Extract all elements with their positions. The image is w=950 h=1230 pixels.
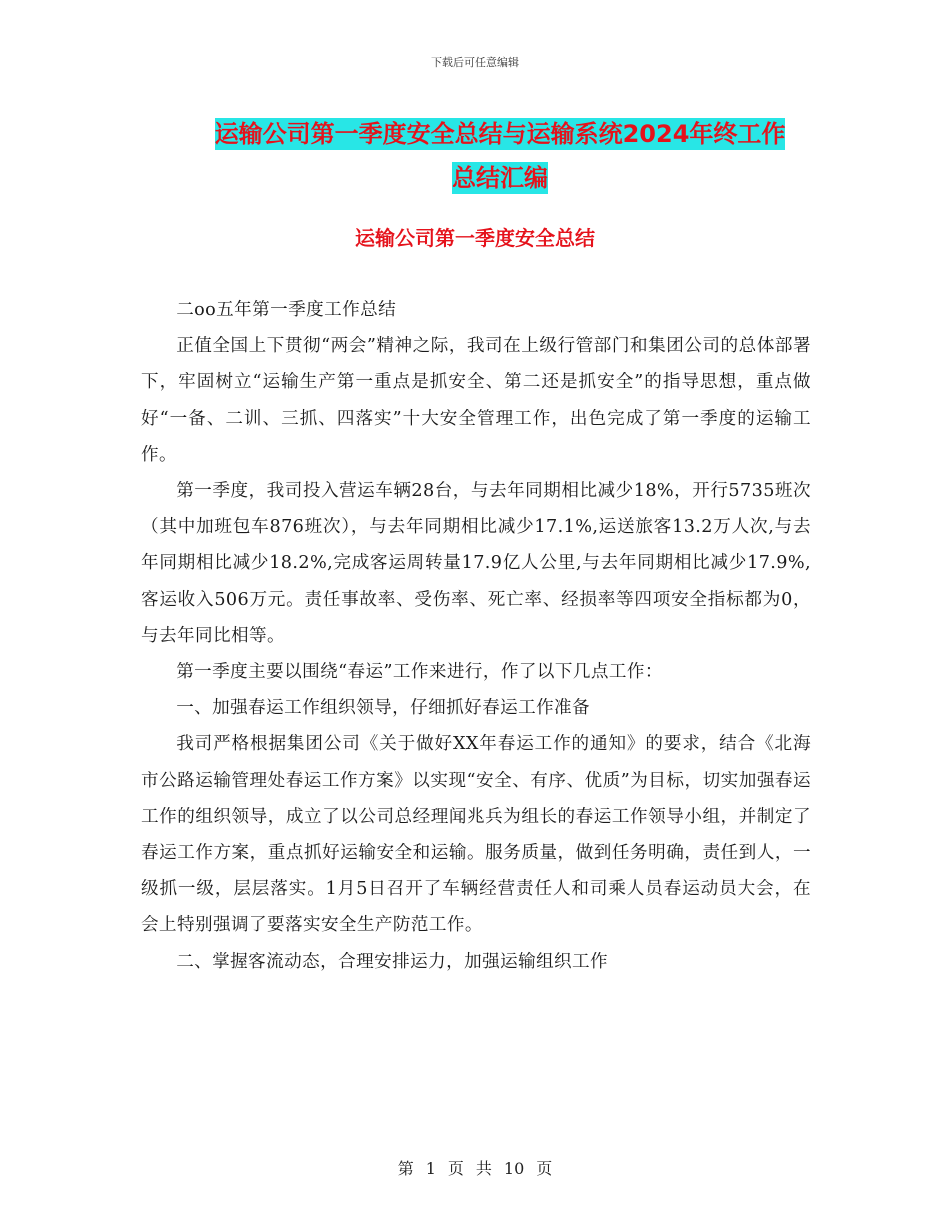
header-note: 下载后可任意编辑 bbox=[431, 56, 519, 69]
footer-page-number: 1 bbox=[425, 1159, 436, 1178]
paragraph: 第一季度主要以围绕“春运”工作来进行，作了以下几点工作： bbox=[176, 662, 663, 683]
paragraph: 我司严格根据集团公司《关于做好XX年春运工作的通知》的要求，结合《北海市公路运输管理处春运工作方案》以实现“安全、有序、优质”为目标，切实加强春运工作的组织领导，成立了以公司总经理闻兆兵为组长的春运工作领导小组，并制定了春运工作方案，重点抓好运输安全和运输。服务质量，做到任务明确，责任到人，一级抓一级，层层落实。1月5日召开了车辆经营责任人和司乘人员春运动员大会，在会上特别强调了要落实安全生产防范工作。 bbox=[141, 734, 811, 936]
footer-total-word: 共 bbox=[475, 1159, 492, 1178]
paragraph: 正值全国上下贯彻“两会”精神之际，我司在上级行管部门和集团公司的总体部署下，牢固树立“运输生产第一重点是抓安全、第二还是抓安全”的指导思想，重点做好“一备、二训、三抓、四落实”十大安全管理工作，出色完成了第一季度的运输工作。 bbox=[141, 336, 811, 465]
footer-page-word: 页 bbox=[447, 1159, 464, 1178]
section-title: 运输公司第一季度安全总结 bbox=[355, 226, 595, 250]
paragraph: 一、加强春运工作组织领导，仔细抓好春运工作准备 bbox=[176, 698, 591, 719]
document-title-line1: 运输公司第一季度安全总结与运输系统2024年终工作 bbox=[214, 120, 786, 148]
footer-total-pages: 10 bbox=[503, 1159, 525, 1178]
paragraph: 第一季度，我司投入营运车辆28台，与去年同期相比减少18%，开行5735班次（其中加班包车876班次），与去年同期相比减少17.1%,运送旅客13.2万人次,与去年同期相比减少18.2%,完成客运周转量17.9亿人公里,与去年同期相比减少17.9%,客运收入506万元。责任事故率、受伤率、死亡率、经损率等四项安全指标都为0，与去年同比相等。 bbox=[141, 481, 811, 646]
document-title-line2: 总结汇编 bbox=[452, 164, 548, 192]
document-title bbox=[140, 112, 860, 200]
footer-prefix: 第 bbox=[397, 1159, 414, 1178]
body-text bbox=[141, 292, 811, 980]
page-footer bbox=[0, 1156, 950, 1179]
paragraph: 二oo五年第一季度工作总结 bbox=[176, 300, 397, 320]
paragraph: 二、掌握客流动态，合理安排运力，加强运输组织工作 bbox=[176, 951, 609, 972]
footer-suffix: 页 bbox=[536, 1159, 553, 1178]
